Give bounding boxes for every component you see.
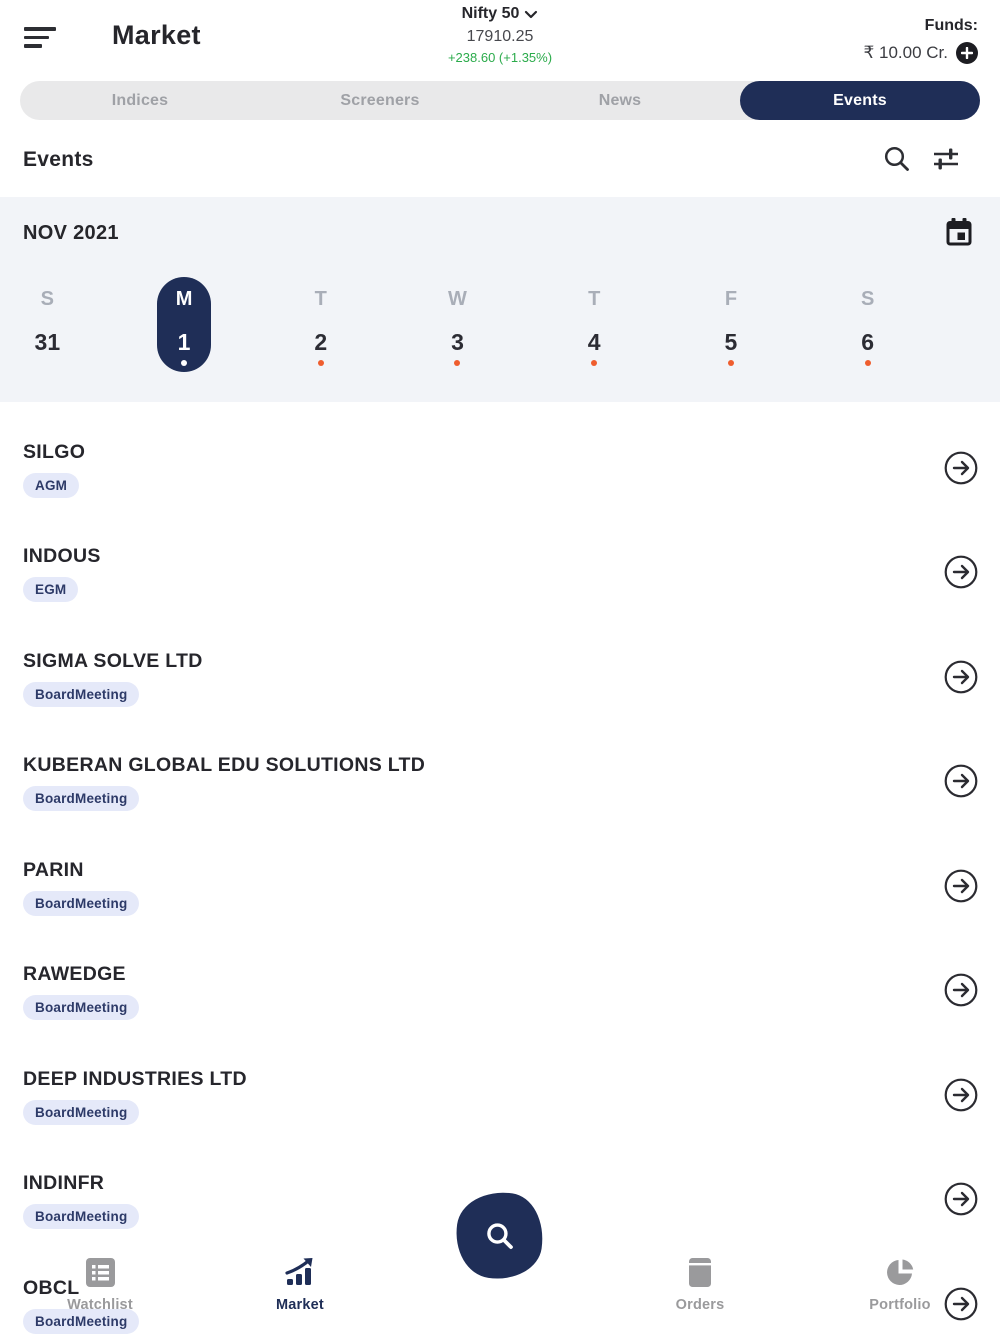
page-title: Market: [112, 20, 201, 50]
filter-icon[interactable]: [932, 145, 960, 175]
event-company-name: RAWEDGE: [23, 963, 126, 986]
day-letter: W: [448, 288, 467, 310]
event-open-button[interactable]: [943, 868, 979, 907]
funds-block: [863, 17, 978, 64]
index-selector[interactable]: [448, 5, 552, 65]
event-open-button[interactable]: [943, 972, 979, 1011]
calendar-icon[interactable]: [942, 215, 976, 252]
index-name: Nifty 50: [461, 5, 520, 22]
index-change: +238.60 (+1.35%): [447, 50, 553, 65]
event-company-name: SIGMA SOLVE LTD: [23, 649, 203, 672]
day-date: 2: [314, 329, 328, 355]
calendar-day[interactable]: [252, 277, 389, 372]
event-company-name: SILGO: [23, 440, 86, 463]
event-info: [23, 441, 85, 498]
funds-value: ₹ 10.00 Cr.: [863, 43, 948, 62]
event-type-badge: BoardMeeting: [23, 995, 139, 1020]
arrow-right-circle-icon: [943, 450, 979, 486]
fab-search-icon: [483, 1219, 517, 1253]
day-date: 6: [861, 329, 875, 355]
event-row[interactable]: [0, 835, 1000, 940]
calendar-week: [0, 277, 936, 372]
event-type-badge: EGM: [23, 577, 78, 602]
watchlist-icon: [85, 1257, 116, 1288]
event-type-badge: BoardMeeting: [23, 1100, 139, 1125]
event-dot: [181, 360, 187, 366]
day-letter: F: [724, 288, 738, 310]
event-company-name: PARIN: [23, 858, 84, 881]
event-type-badge: AGM: [23, 473, 79, 498]
day-date: 3: [451, 329, 464, 355]
event-row[interactable]: [0, 940, 1000, 1045]
day-letter: M: [175, 288, 193, 310]
arrow-right-circle-icon: [943, 659, 979, 695]
tab-indices[interactable]: Indices: [20, 81, 260, 120]
funds-label: Funds:: [924, 17, 978, 34]
event-open-button[interactable]: [943, 450, 979, 489]
index-price: 17910.25: [466, 28, 534, 45]
event-open-button[interactable]: [943, 1181, 979, 1220]
menu-icon[interactable]: [24, 27, 58, 51]
day-letter: S: [40, 288, 55, 310]
event-dot: [454, 360, 460, 366]
arrow-right-circle-icon: [943, 1077, 979, 1113]
nav-item-orders[interactable]: [600, 1257, 800, 1313]
event-info: [23, 963, 139, 1020]
calendar-day[interactable]: [389, 277, 526, 372]
event-company-name: DEEP INDUSTRIES LTD: [23, 1067, 247, 1090]
event-row[interactable]: [0, 626, 1000, 731]
event-row[interactable]: [0, 731, 1000, 836]
day-date: 1: [177, 329, 191, 355]
nav-label: Portfolio: [869, 1297, 931, 1313]
tab-news[interactable]: News: [500, 81, 740, 120]
day-letter: T: [588, 288, 601, 310]
search-icon[interactable]: [883, 145, 910, 175]
calendar-day[interactable]: [799, 277, 936, 372]
app-header: [0, 0, 1000, 81]
event-type-badge: BoardMeeting: [23, 891, 139, 916]
market-icon: [283, 1256, 317, 1288]
arrow-right-circle-icon: [943, 763, 979, 799]
event-open-button[interactable]: [943, 1077, 979, 1116]
event-row[interactable]: [0, 522, 1000, 627]
events-section-header: [0, 120, 1000, 197]
day-letter: T: [314, 288, 327, 310]
calendar-day[interactable]: [116, 277, 253, 372]
day-date: 31: [34, 329, 61, 355]
event-type-badge: BoardMeeting: [23, 1309, 139, 1334]
event-type-badge: BoardMeeting: [23, 786, 139, 811]
event-company-name: INDINFR: [23, 1172, 105, 1195]
day-letter: S: [860, 288, 875, 310]
section-title: Events: [23, 148, 94, 171]
plus-icon: [961, 47, 973, 59]
nav-label: Orders: [675, 1297, 725, 1313]
event-info: [23, 859, 139, 916]
event-company-name: OBCL: [23, 1276, 80, 1299]
event-open-button[interactable]: [943, 763, 979, 802]
event-row[interactable]: [0, 1044, 1000, 1149]
calendar-day[interactable]: [663, 277, 800, 372]
nav-item-watchlist[interactable]: [0, 1257, 200, 1313]
event-info: [23, 754, 425, 811]
calendar-month-label: NOV 2021: [23, 222, 119, 244]
event-row[interactable]: [0, 417, 1000, 522]
event-company-name: KUBERAN GLOBAL EDU SOLUTIONS LTD: [23, 754, 426, 777]
bottom-nav: [0, 1256, 1000, 1334]
event-info: [23, 545, 101, 602]
event-dot: [591, 360, 597, 366]
nav-item-portfolio[interactable]: [800, 1257, 1000, 1313]
tab-screeners[interactable]: Screeners: [260, 81, 500, 120]
day-date: 4: [587, 329, 601, 355]
nav-label: Watchlist: [67, 1297, 133, 1313]
calendar-day[interactable]: [526, 277, 663, 372]
event-info: [23, 650, 203, 707]
event-open-button[interactable]: [943, 554, 979, 593]
chevron-down-icon: [524, 10, 538, 19]
event-dot: [728, 360, 734, 366]
calendar-strip: [0, 197, 1000, 402]
arrow-right-circle-icon: [943, 868, 979, 904]
tab-events[interactable]: Events: [740, 81, 980, 120]
arrow-right-circle-icon: [943, 972, 979, 1008]
event-type-badge: BoardMeeting: [23, 1204, 139, 1229]
event-type-badge: BoardMeeting: [23, 682, 139, 707]
event-dot: [318, 360, 324, 366]
add-funds-button[interactable]: [956, 42, 978, 64]
market-tab-bar: [20, 81, 980, 120]
event-open-button[interactable]: [943, 659, 979, 698]
day-date: 5: [724, 329, 738, 355]
nav-item-market[interactable]: [200, 1256, 400, 1313]
event-info: [23, 1068, 247, 1125]
calendar-day[interactable]: [0, 277, 116, 372]
portfolio-icon: [885, 1257, 916, 1288]
event-company-name: INDOUS: [23, 545, 101, 568]
nav-label: Market: [276, 1297, 324, 1313]
arrow-right-circle-icon: [943, 1181, 979, 1217]
orders-icon: [687, 1257, 713, 1288]
arrow-right-circle-icon: [943, 554, 979, 590]
event-info: [23, 1172, 139, 1229]
event-dot: [865, 360, 871, 366]
